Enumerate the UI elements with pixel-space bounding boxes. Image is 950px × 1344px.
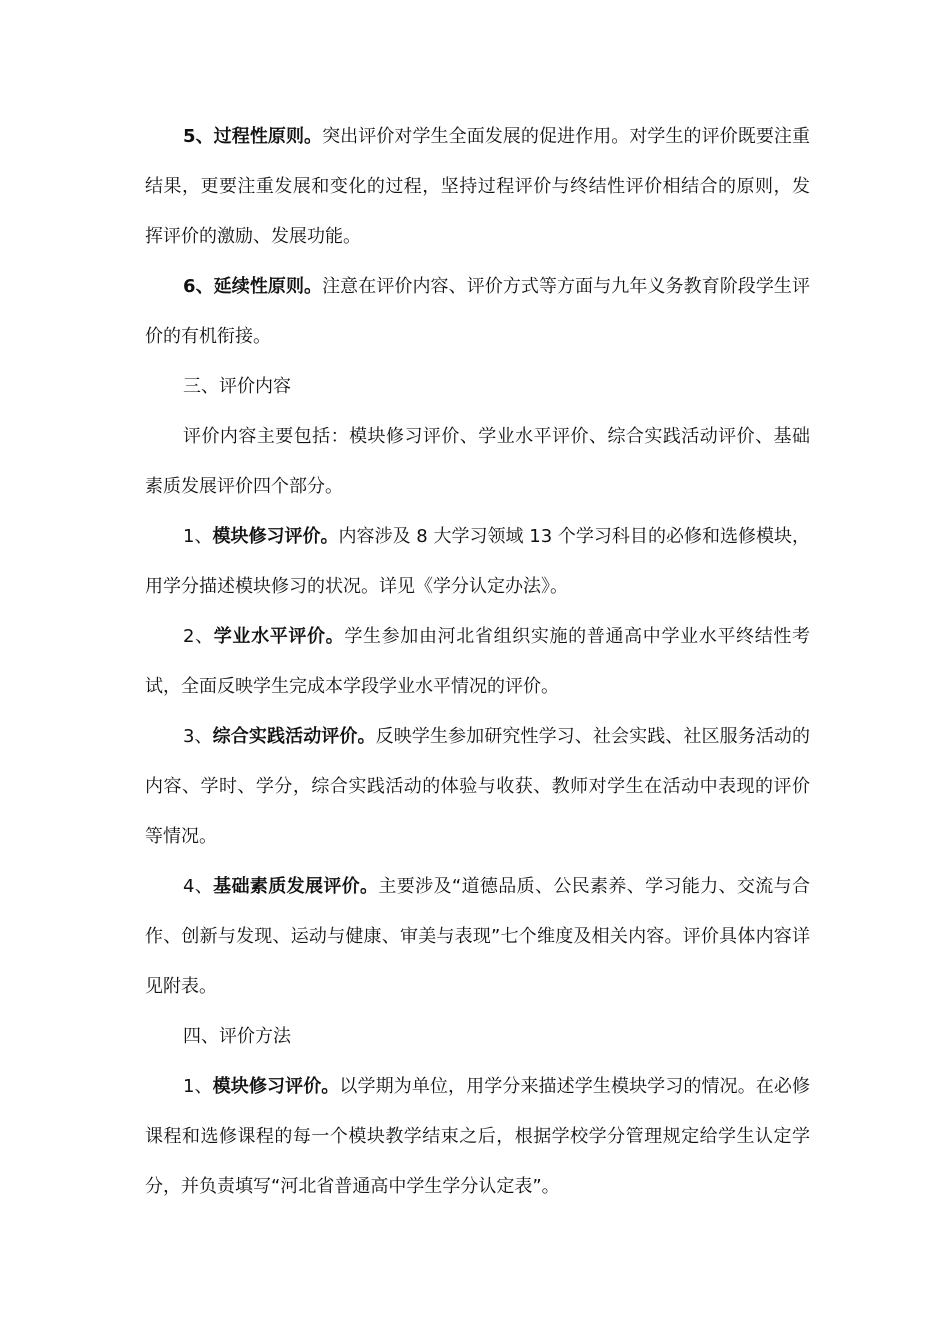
paragraph-lead: 学业水平评价。 — [213, 626, 345, 647]
paragraph-text: 以学期为单位，用学分来描述学生模块学习的情况。在必修课程和选修课程的每一个模块教学结束之后，根据学校学分管理规定给学生认定学分，并负责填写“河北省普通高中学生学分认定表”。 — [145, 1076, 811, 1197]
paragraph-prefix: 2、 — [183, 626, 214, 647]
paragraph-module-study — [145, 512, 810, 612]
paragraph-academic-level — [145, 612, 810, 712]
paragraph-lead: 模块修习评价。 — [212, 1076, 340, 1097]
section-heading-content: 三、评价内容 — [183, 376, 291, 397]
paragraph-text: 内容涉及 8 大学习领域 13 个学习科目的必修和选修模块，用学分描述模块修习的状况。详见《学分认定办法》。 — [145, 526, 811, 597]
section-heading-methods: 四、评价方法 — [183, 1026, 291, 1047]
paragraph-process-principle — [145, 112, 810, 262]
paragraph-lead: 6、延续性原则。 — [183, 276, 323, 297]
paragraph-lead: 5、过程性原则。 — [183, 126, 323, 147]
paragraph-module-method — [145, 1062, 810, 1212]
paragraph-prefix: 4、 — [183, 876, 214, 897]
paragraph-content-summary — [145, 412, 810, 512]
document-body — [145, 112, 810, 1212]
paragraph-lead: 模块修习评价。 — [212, 526, 339, 547]
paragraph-text: 评价内容主要包括：模块修习评价、学业水平评价、综合实践活动评价、基础素质发展评价四个部分。 — [145, 426, 810, 497]
paragraph-text: 学生参加由河北省组织实施的普通高中学业水平终结性考试，全面反映学生完成本学段学业水平情况的评价。 — [145, 626, 811, 697]
paragraph-lead: 基础素质发展评价。 — [213, 876, 379, 897]
paragraph-prefix: 1、 — [183, 1076, 213, 1097]
paragraph-text: 主要涉及“道德品质、公民素养、学习能力、交流与合作、创新与发现、运动与健康、审美与表现”七个维度及相关内容。评价具体内容详见附表。 — [145, 876, 810, 997]
paragraph-prefix: 3、 — [183, 726, 213, 747]
paragraph-text: 突出评价对学生全面发展的促进作用。对学生的评价既要注重结果，更要注重发展和变化的过程，坚持过程评价与终结性评价相结合的原则，发挥评价的激励、发展功能。 — [145, 126, 810, 247]
paragraph-continuity-principle — [145, 262, 810, 362]
paragraph-basic-quality — [145, 862, 810, 1012]
paragraph-lead: 综合实践活动评价。 — [212, 726, 376, 747]
paragraph-prefix: 1、 — [183, 526, 213, 547]
paragraph-practice-activity — [145, 712, 810, 862]
paragraph-text: 注意在评价内容、评价方式等方面与九年义务教育阶段学生评价的有机衔接。 — [145, 276, 810, 347]
paragraph-text: 反映学生参加研究性学习、社会实践、社区服务活动的内容、学时、学分，综合实践活动的体验与收获、教师对学生在活动中表现的评价等情况。 — [145, 726, 811, 847]
